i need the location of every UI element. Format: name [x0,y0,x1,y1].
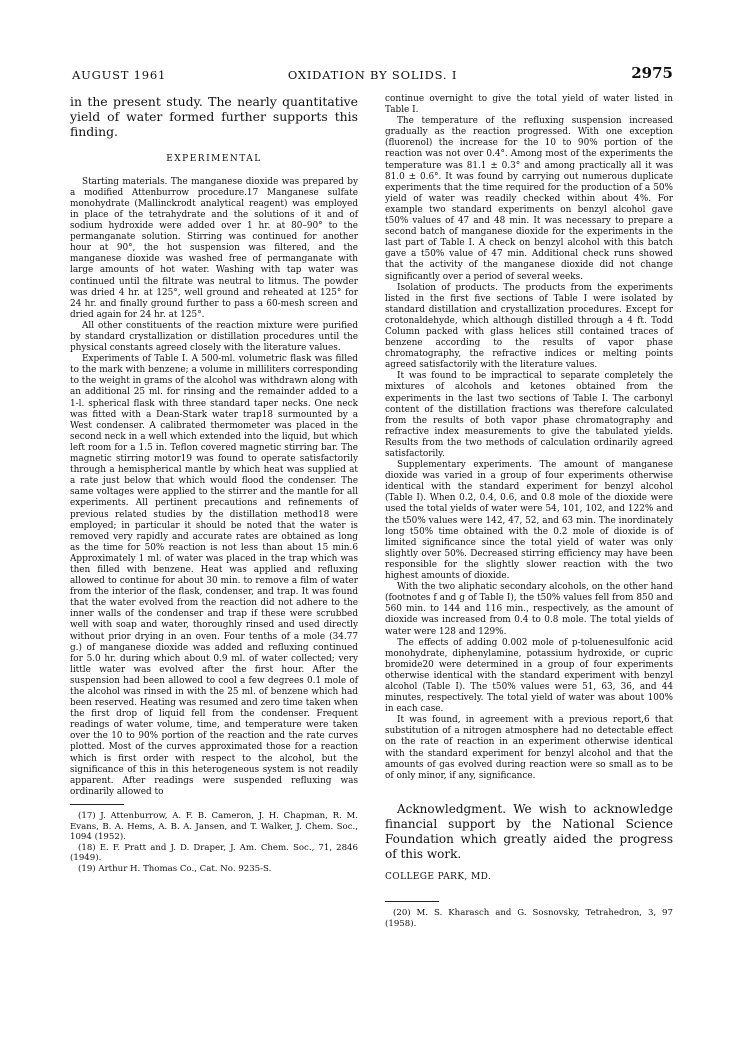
institution-location: COLLEGE PARK, MD. [385,871,492,882]
paragraph-additives: The effects of adding 0.002 mole of p-toluenesulfonic acid monohydrate, diphenylamine, potassium hydroxide, or cupric bromide20 were determined in a group of four experiments otherwise identical with the standard experiment with benzyl alcohol (Table I). The t50% values were 51, 63, 36, and 44 minutes, respectively. The total yield of water was about 100% in each case. [385,637,673,715]
header-date: AUGUST 1961 [72,68,167,82]
paragraph-separation: It was found to be impractical to separate completely the mixtures of alcohols and ketones obtained from the experiments in the last two sections of Table I. The carbonyl content of the distillation fractions was therefore calculated from the results of both vapor phase chromatography and refractive index measurements to give the tabulated yields. Results from the two methods of calculation ordinarily agreed satisfactorily. [385,371,673,459]
paragraph-nitrogen-atmosphere: It was found, in agreement with a previous report,6 that substitution of a nitrogen atmosphere had no detectable effect on the rate of reaction in an experiment otherwise identical with the standard experiment for benzyl alcohol and that the amounts of gas evolved during reaction were so small as to be of only minor, if any, significance. [385,715,673,781]
footnote-rule-right [385,901,439,902]
lead-paragraph: in the present study. The nearly quantitative yield of water formed further supports this finding. [70,94,358,140]
footnotes-right [385,908,673,929]
paragraph-continuation: continue overnight to give the total yield of water listed in Table I. [385,94,673,116]
paragraph-starting-materials: Starting materials. The manganese dioxide was prepared by a modified Attenburrow procedure.17 Manganese sulfate monohydrate (Mallinckrodt analytical reagent) was employed in place of the tetrahydrate and the solutions of it and of sodium hydroxide were added over 1 hr. at 80–90° to the permanganate solution. Stirring was continued for another hour at 90°, the hot suspension was filtered, and the manganese dioxide was washed free of permanganate with large amounts of hot water. Washing with tap water was continued until the filtrate was neutral to litmus. The powder was dried 4 hr. at 125°, well ground and reheated at 125° for 24 hr. and finally ground further to pass a 60-mesh screen and dried again for 24 hr. at 125°. [70,176,358,320]
footnote-19: (19) Arthur H. Thomas Co., Cat. No. 9235-S. [78,863,272,874]
page-number: 2975 [631,64,673,82]
left-column [70,94,358,875]
paragraph-experiments-table-1: Experiments of Table I. A 500-ml. volumetric flask was filled to the mark with benzene; a volume in milliliters corresponding to the weight in grams of the alcohol was withdrawn along with an additional 25 ml. for rinsing and the remainder added to a 1-l. spherical flask with three standard taper necks. One neck was fitted with a Dean-Stark water trap18 surmounted by a West condenser. A calibrated thermometer was placed in the second neck in a well which extended into the liquid, but which left room for a 1.5 in. Teflon covered magnetic stirring bar. The magnetic stirring motor19 was found to operate satisfactorily through a hemispherical mantle by which heat was supplied at a rate just below that which would flood the condenser. The same voltages were applied to the stirrer and the mantle for all experiments. All pertinent precautions and refinements of previous related studies by the distillation method18 were employed; in particular it should be noted that the water is removed very rapidly and accurate rates are obtained as long as the time for 50% reaction is not less than about 15 min.6 Approximately 1 ml. of water was placed in the trap which was then filled with benzene. Heat was applied and refluxing allowed to continue for about 30 min. to remove a film of water from the interior of the flask, condenser, and trap. It was found that the water evolved from the reaction did not adhere to the inner walls of the condenser and trap if these were scrubbed well with soap and water, thoroughly rinsed and used directly without prior drying in an oven. Four tenths of a mole (34.77 g.) of manganese dioxide was added and refluxing continued for 5.0 hr. during which about 0.9 ml. of water collected; very little water was evolved after the first hour. After the suspension had been allowed to cool a few degrees 0.1 mole of the alcohol was rinsed in with the 25 ml. of benzene which had been reserved. Heating was resumed and zero time taken when the first drop of liquid fell from the condenser. Frequent readings of water volume, time, and temperature were taken over the 10 to 90% portion of the reaction and the rate curves plotted. Most of the curves approximated those for a reaction which is first order with respect to the alcohol, but the significance of this in this heterogeneous system is not readily apparent. After readings were suspended refluxing was ordinarily allowed to [70,354,359,797]
page-header [72,64,673,88]
footnote-18: (18) E. F. Pratt and J. D. Draper, J. Am. Chem. Soc., 71, 2846 (1949). [70,842,358,864]
section-heading-experimental: EXPERIMENTAL [166,153,262,164]
acknowledgment: Acknowledgment. We wish to acknowledge financial support by the National Science Foundation which greatly aided the progress of this work. [385,801,673,861]
paragraph-purification: All other constituents of the reaction mixture were purified by standard crystallization or distillation procedures until the physical constants agreed closely with the literature values. [70,320,358,354]
footnotes-left [70,811,358,875]
paragraph-temperature: The temperature of the refluxing suspension increased gradually as the reaction progressed. With one exception (fluorenol) the increase for the 10 to 90% portion of the reaction was not over 0.4°. Among most of the experiments the temperature was 81.1 ± 0.3° and among practically all it was 81.0 ± 0.6°. It was found by carrying out numerous duplicate experiments that the time required for the production of a 50% yield of water was readily checked within about 4%. For example two standard experiments on benzyl alcohol gave t50% values of 47 and 48 min. It was necessary to prepare a second batch of manganese dioxide for the experiments in the last part of Table I. A check on benzyl alcohol with this batch gave a t50% value of 47 min. Additional check runs showed that the activity of the manganese dioxide did not change significantly over a period of several weeks. [385,116,673,282]
header-running-title: OXIDATION BY SOLIDS. I [287,68,458,82]
right-column [385,94,673,929]
paragraph-aliphatic-alcohols: With the two aliphatic secondary alcohols, on the other hand (footnotes f and g of Table I), the t50% values fell from 850 and 560 min. to 144 and 116 min., respectively, as the amount of dioxide was increased from 0.4 to 0.8 mole. The total yields of water were 128 and 129%. [385,582,673,637]
footnote-17: (17) J. Attenburrow, A. F. B. Cameron, J. H. Chapman, R. M. Evans, B. A. Hems, A. B. A. Jansen, and T. Walker, J. Chem. Soc., 1094 (1952). [70,810,358,843]
paragraph-supplementary-experiments: Supplementary experiments. The amount of manganese dioxide was varied in a group of four experiments otherwise identical with the standard experiment for benzyl alcohol (Table I). When 0.2, 0.4, 0.6, and 0.8 mole of the dioxide were used the total yields of water were 54, 101, 102, and 122% and the t50% values were 142, 47, 52, and 63 min. The inordinately long t50% time obtained with the 0.2 mole of dioxide is of limited significance since the total yield of water was only slightly over 50%. Decreased stirring efficiency may have been responsible for the slightly slower reaction with the two highest amounts of dioxide. [385,460,673,582]
footnote-rule [70,804,124,805]
footnote-20: (20) M. S. Kharasch and G. Sosnovsky, Tetrahedron, 3, 97 (1958). [385,907,673,929]
paragraph-isolation-of-products: Isolation of products. The products from the experiments listed in the first five sections of Table I were isolated by standard distillation and crystallization procedures. Except for crotonaldehyde, which although distilled through a 4 ft. Todd Column packed with glass helices still contained traces of benzene according to the results of vapor phase chromatography, the refractive indices or melting points agreed satisfactorily with the literature values. [385,282,673,371]
